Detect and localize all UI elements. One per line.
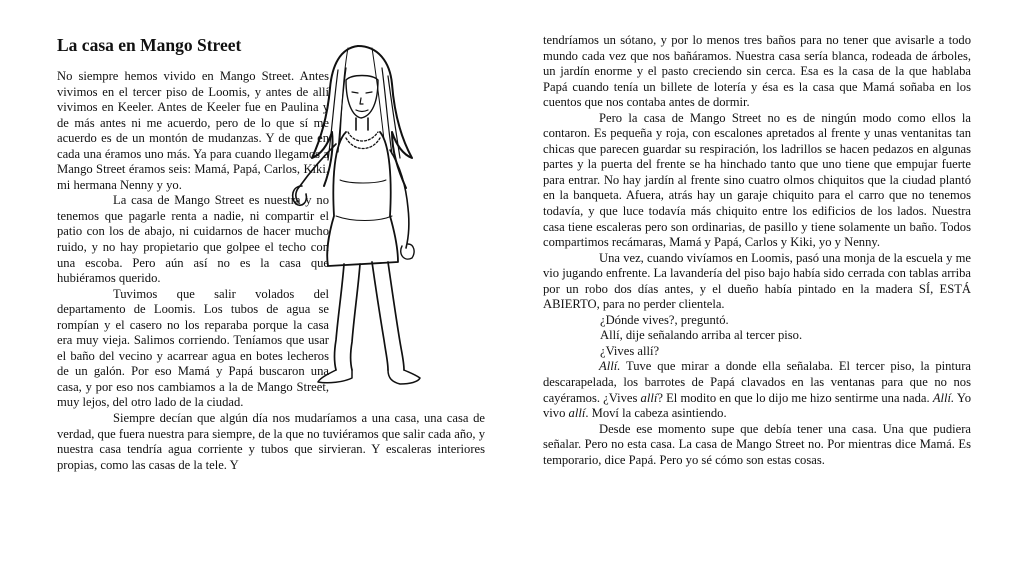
paragraph-7: Una vez, cuando vivíamos en Loomis, pasó una monja de la escuela y me vio jugando enfrente. La lavandería del piso bajo había sido cerrada con tablas arriba por un robo dos días antes, y el dueño había pintado en la madera SÍ, ESTÁ ABIERTO, para no perder clientela. (543, 250, 972, 312)
paragraph-4: Siempre decían que algún día nos mudaríamos a una casa, una casa de verdad, que fuera nuestra para siempre, de la que no tuviéramos que salir cada año, y nuestra casa tendría agua corriente y tubos que sirvieran. Y escaleras interiores propias, como las casas de la tele. Y (57, 411, 486, 472)
paragraph-5: tendríamos un sótano, y por lo menos tres baños para no tener que avisarle a todo mundo cada vez que nos bañáramos. Nuestra casa sería blanca, rodeada de árboles, un jardín enorme y el pasto creciendo sin cerca. Esa es la casa de la que hablaba Papá cuando tenía un billete de lotería y ésa es la casa que Mamá soñaba en los cuentos que nos contaba antes de dormir. (543, 33, 971, 110)
paragraph-1: No siempre hemos vivido en Mango Street. Antes vivimos en el tercer piso de Loomis, y antes de allí vivimos en Keeler. Antes de Keeler fue en Paulina y de más antes ni me acuerdo, pero de lo que sí me acuerdo es de un montón de mudanzas. Y de que en cada una éramos uno más. Ya para cuando llegamos a Mango Street éramos seis: Mamá, Papá, Carlos, Kiki, mi hermana Nenny y yo. (57, 69, 329, 192)
dialogue-1: ¿Dónde vives?, preguntó. (600, 312, 729, 327)
paragraph-8: Allí. Tuve que mirar a donde ella señalaba. El tercer piso, la pintura descarapelada, los barrotes de Papá clavados en las ventanas para que no nos cayéramos. ¿Vives allí? El modito en que lo dijo me hizo sentirme una nada. Allí. Yo vivo allí. Moví la cabeza asintiendo. (543, 359, 971, 421)
dialogue-2: Allí, dije señalando arriba al tercer piso. (600, 328, 803, 343)
paragraph-2: La casa de Mango Street es nuestra y no tenemos que pagarle renta a nadie, ni compartir el patio con los de abajo, ni cuidarnos de hacer mucho ruido, y no hay propietario que golpee el techo con una escoba. Pero aún así no es la casa que hubiéramos querido. (57, 193, 329, 286)
story-title: La casa en Mango Street (57, 35, 242, 55)
dialogue-3: ¿Vives allí? (600, 343, 660, 358)
girl-illustration (288, 40, 438, 390)
paragraph-9: Desde ese momento supe que debía tener una casa. Una que pudiera señalar. Pero no esta casa. La casa de Mango Street no. Por mientras dice Mamá. Es temporario, dice Papá. Pero yo sé cómo son estas cosas. (543, 421, 971, 467)
paragraph-6: Pero la casa de Mango Street no es de ningún modo como ellos la contaron. Es pequeña y roja, con escalones apretados al frente y unas ventanitas tan chicas que parecen guardar su respiración, los ladrillos se hacen pedazos en algunas partes y la puerta del frente se ha hinchado tanto que uno tiene que empujar fuerte para entrar. No hay jardín al frente sino cuatro olmos chiquitos que la ciudad plantó en la banqueta. Afuera, atrás hay un garaje chiquito para el carro que no tenemos todavía, y que luce todavía más chiquito entre los edificios de los lados. Nuestra casa tiene escaleras pero son ordinarias, de pasillo y tiene solamente un baño. Todos compartimos recámaras, Mamá y Papá, Carlos y Kiki, yo y Nenny. (543, 110, 971, 250)
paragraph-3: Tuvimos que salir volados del departamento de Loomis. Los tubos de agua se rompían y el casero no los reparaba porque la casa era muy vieja. Salimos corriendo. Teníamos que usar el baño del vecino y acarrear agua en botes lecheros de un galón. Por eso Mamá y Papá buscaron una casa, y por eso nos cambiamos a la de Mango Street, muy lejos, del otro lado de la ciudad. (57, 286, 329, 410)
right-page (543, 33, 971, 468)
